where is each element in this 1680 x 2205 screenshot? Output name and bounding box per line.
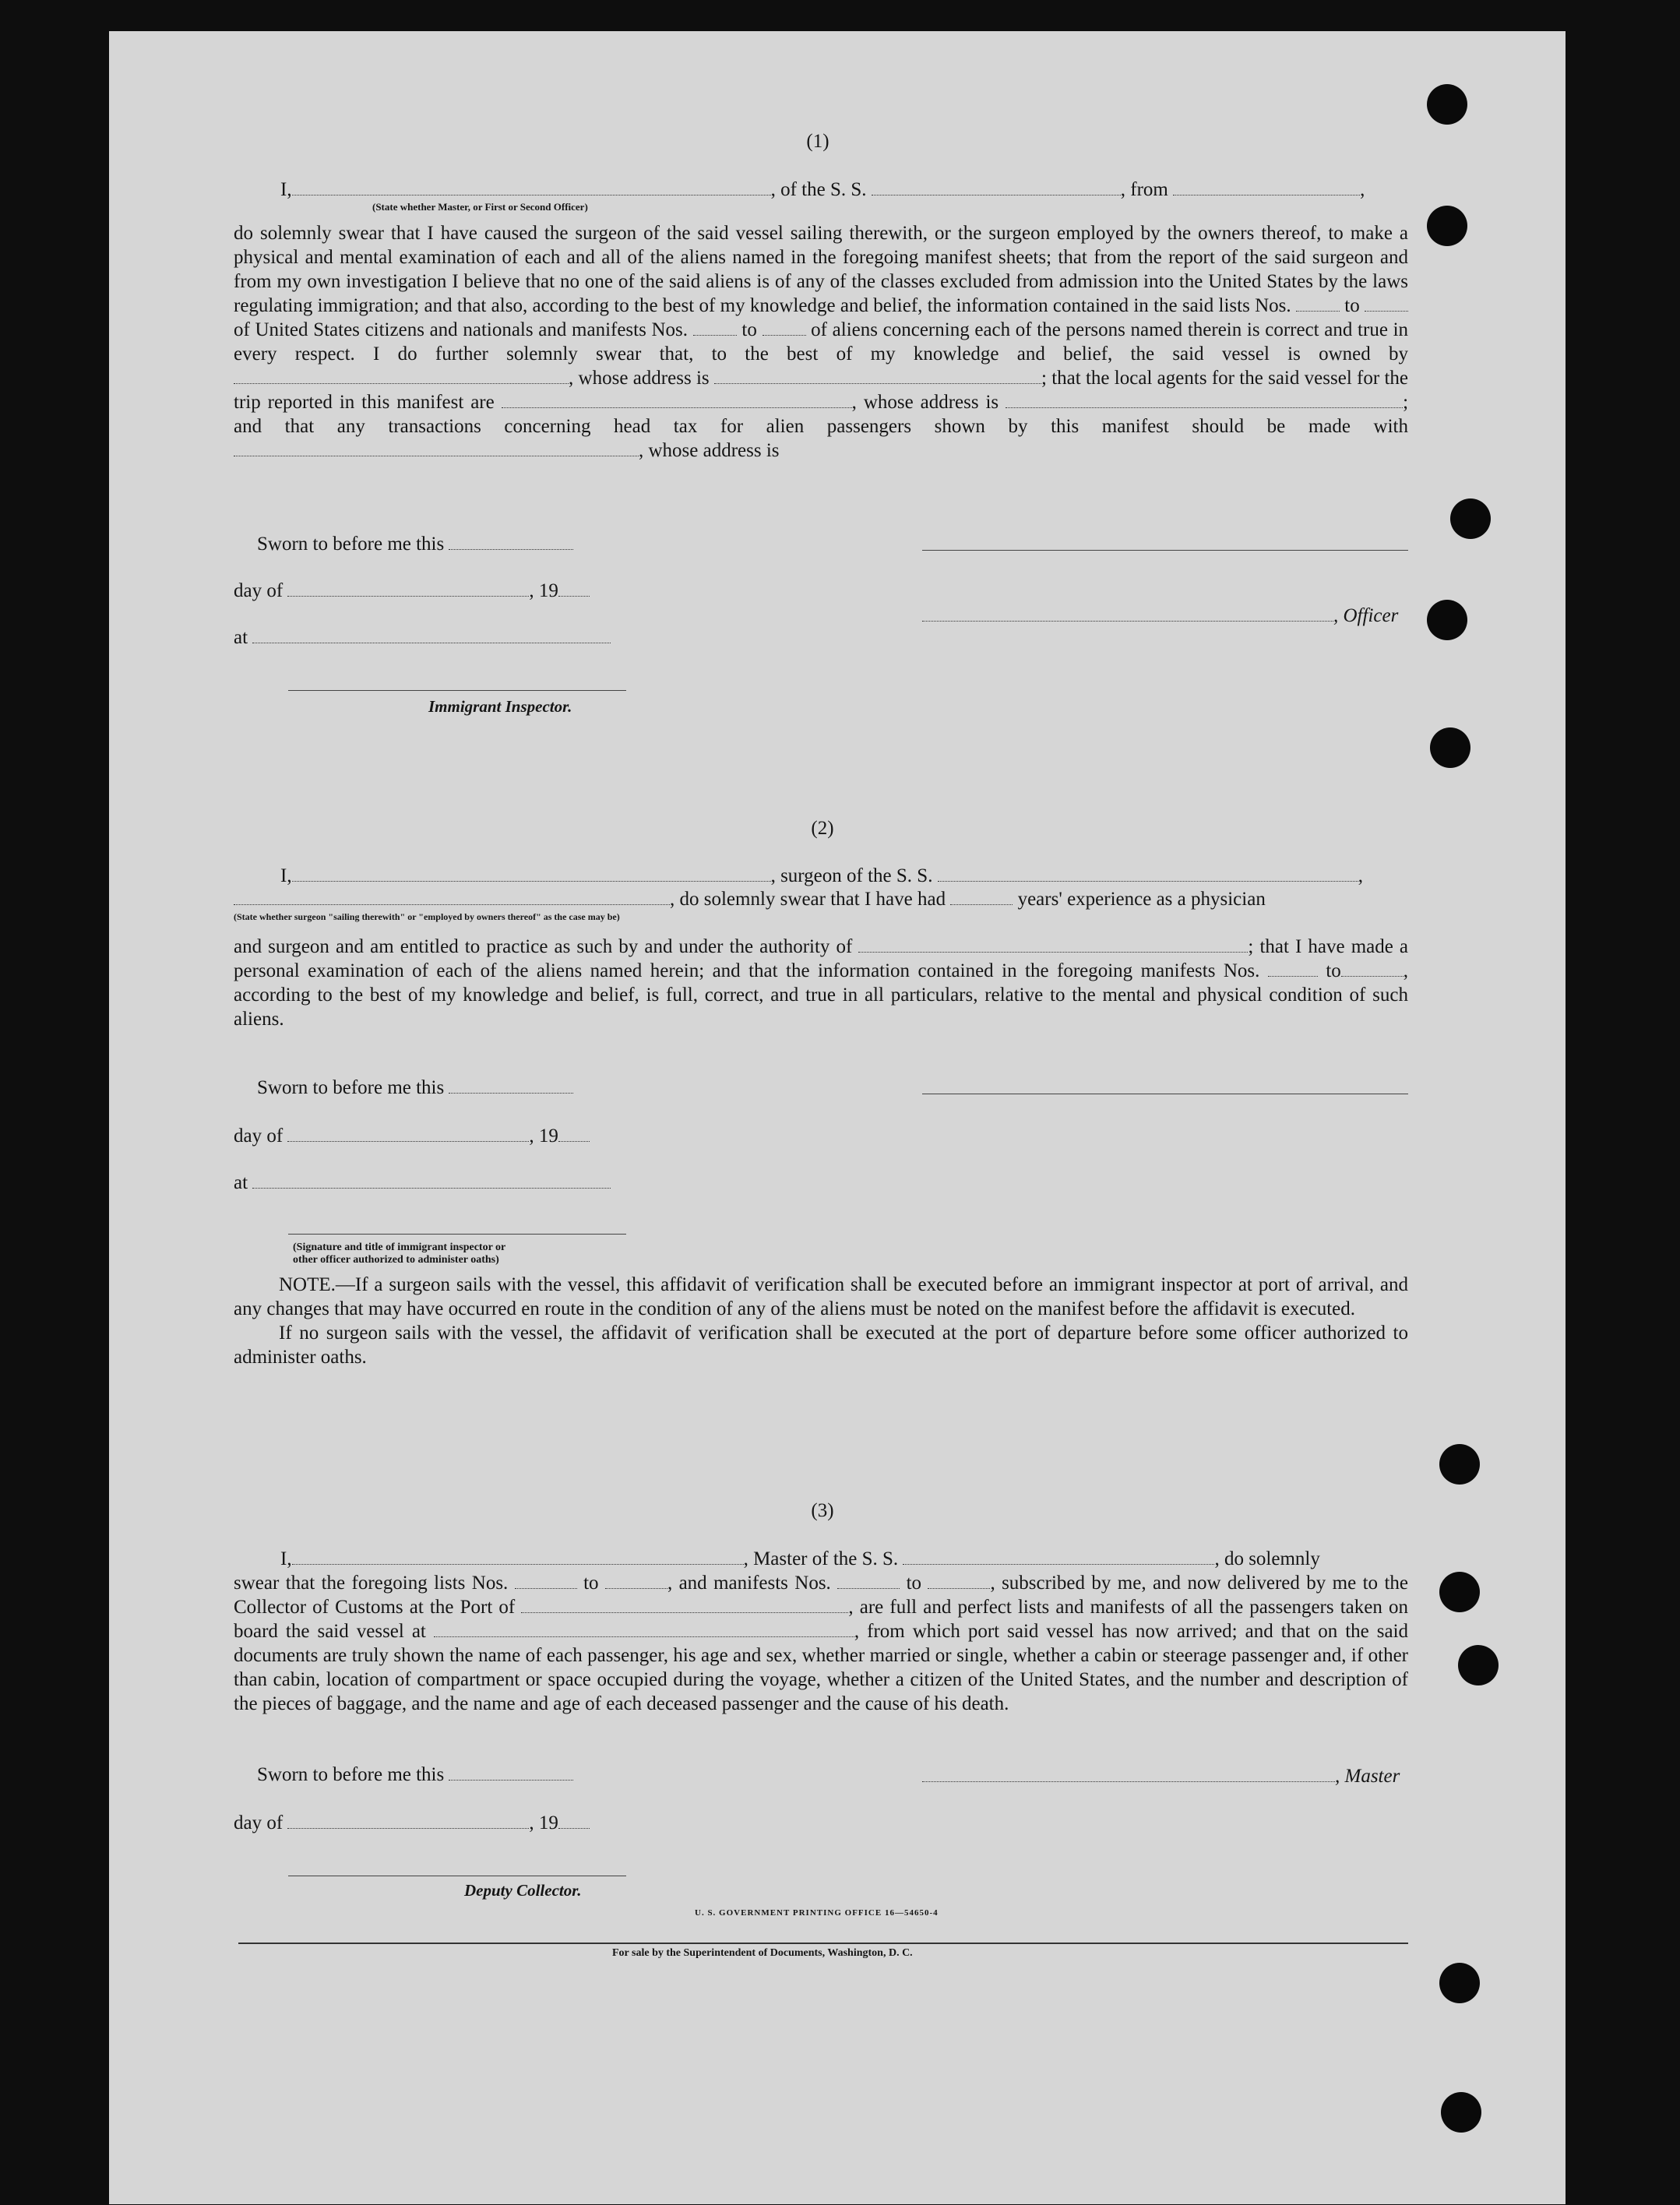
section-2-number: (2) <box>811 818 834 839</box>
section-2-notes <box>234 1273 1408 1369</box>
section-3-master: , Master <box>922 1765 1400 1788</box>
master-signature-field[interactable] <box>922 1767 1335 1782</box>
surgeon-manifests-from-field[interactable] <box>1268 962 1318 977</box>
at-field-1[interactable] <box>252 629 611 643</box>
note-surgeon-sails: NOTE.—If a surgeon sails with the vessel, this affidavit of verification shall be executed before an immigrant inspector at port of arrival, and any changes that may have occurred en route in the condition of any of the aliens must be noted on the manifest before the affidavit is executed. <box>234 1274 1408 1319</box>
manifests-to-field[interactable] <box>763 321 806 336</box>
section-1-sworn: Sworn to before me this <box>257 533 573 556</box>
binder-hole <box>1427 600 1467 640</box>
collector-label: Deputy Collector. <box>464 1881 582 1900</box>
years-experience-field[interactable] <box>950 890 1013 905</box>
manifests-from-field[interactable] <box>693 321 737 336</box>
surgeon-status-note: (State whether surgeon "sailing therewith" or "employed by owners thereof" as the case may be) <box>234 911 620 922</box>
surgeon-name-field[interactable] <box>292 867 771 882</box>
section-3-oath-line: I, , Master of the S. S. , do solemnly <box>280 1548 1320 1569</box>
officer-title-field[interactable] <box>292 181 771 195</box>
master-manifests-to-field[interactable] <box>928 1574 990 1589</box>
master-manifests-from-field[interactable] <box>837 1574 900 1589</box>
section-2-day: day of , 19 <box>234 1125 590 1148</box>
surgeon-vessel-field[interactable] <box>938 867 1358 882</box>
section-2-sworn: Sworn to before me this <box>257 1076 573 1100</box>
binder-hole <box>1441 2092 1481 2133</box>
day-of-field-1[interactable] <box>287 582 529 597</box>
departure-port-field[interactable] <box>1173 181 1360 195</box>
binder-hole <box>1439 1444 1480 1485</box>
officer-title-note: (State whether Master, or First or Second Officer) <box>372 201 588 213</box>
surgeon-status-field[interactable] <box>234 890 670 905</box>
head-tax-contact-field[interactable] <box>234 442 639 456</box>
section-1-day: day of , 19 <box>234 579 590 603</box>
owner-field[interactable] <box>234 369 569 384</box>
master-lists-to-field[interactable] <box>605 1574 667 1589</box>
year-field-1[interactable] <box>558 582 590 597</box>
binder-hole <box>1427 206 1467 246</box>
binder-hole <box>1427 84 1467 125</box>
agents-address-field[interactable] <box>1006 393 1403 408</box>
sworn-date-field-2[interactable] <box>449 1079 573 1094</box>
sworn-date-field-1[interactable] <box>449 535 573 550</box>
section-1-body: do solemnly swear that I have caused the surgeon of the said vessel sailing therewith, or the surgeon employed by the owners thereof, to make a physical and mental examination of each and all of the aliens named in the foregoing manifest sheets; that from the report of the said surgeon and from my own investigation I believe that no one of the said aliens is of any of the classes excluded from admission into the United States by the laws regulating immigration; and that also, according to the best of my knowledge and belief, the information contained in the said lists Nos. to of United States citizens and nationals and manifests Nos. to of aliens concerning each of the persons named therein is correct and true in every respect. I do further solemnly swear that, to the best of my knowledge and belief, the said vessel is owned by , whose address is ; that the local agents for the said vessel for the trip reported in this manifest are , whose address is ; and that any transactions concerning head tax for alien passengers shown by this manifest should be made with , whose address is <box>234 223 1409 461</box>
oath-officer-note-2: other officer authorized to administer oaths) <box>293 1254 499 1266</box>
section-1-oath-line: I, , of the S. S. , from , <box>280 179 1365 200</box>
officer-signature-line[interactable] <box>922 550 1408 551</box>
master-lists-from-field[interactable] <box>515 1574 577 1589</box>
master-name-field[interactable] <box>292 1550 744 1565</box>
lists-to-field[interactable] <box>1365 297 1408 312</box>
authority-field[interactable] <box>858 938 1248 953</box>
year-field-3[interactable] <box>558 1814 590 1829</box>
section-3-body: swear that the foregoing lists Nos. to , and manifests Nos. to , subscribed by me, and now delivered by me to the Collector of Customs at the Port of , are full and perfect lists and manifests of all the passengers taken on board the said vessel at , from which port said vessel has now arrived; and that on the said documents are truly shown the name of each passenger, his age and sex, whether married or single, whether a cabin or steerage passenger and, if other than cabin, location of compartment or space occupied during the voyage, whether a citizen of the United States, and the number and description of the pieces of baggage, and the name and age of each deceased passenger and the cause of his death. <box>234 1573 1409 1714</box>
section-2-at: at <box>234 1171 611 1195</box>
binder-hole <box>1439 1963 1480 2003</box>
printing-office-line: U. S. GOVERNMENT PRINTING OFFICE 16—54650-4 <box>695 1908 939 1918</box>
at-field-2[interactable] <box>252 1174 611 1189</box>
footer-rule <box>238 1943 1408 1944</box>
lists-from-field[interactable] <box>1296 297 1340 312</box>
year-field-2[interactable] <box>558 1127 590 1142</box>
section-3-sworn: Sworn to before me this <box>257 1763 573 1787</box>
oath-officer-signature-line[interactable] <box>288 1234 626 1235</box>
binder-hole <box>1430 727 1470 768</box>
day-of-field-2[interactable] <box>287 1127 529 1142</box>
oath-officer-note-1: (Signature and title of immigrant inspector or <box>293 1242 506 1253</box>
officer-name-field[interactable] <box>922 607 1333 622</box>
master-vessel-field[interactable] <box>903 1550 1214 1565</box>
section-1-officer: , Officer <box>922 604 1398 628</box>
section-2-line-2: , do solemnly swear that I have had years' experience as a physician <box>234 888 1266 911</box>
port-of-departure-field[interactable] <box>434 1622 854 1637</box>
section-2-oath-line: I, , surgeon of the S. S. , <box>280 865 1363 886</box>
section-3-day: day of , 19 <box>234 1812 590 1835</box>
binder-hole <box>1450 498 1491 539</box>
day-of-field-3[interactable] <box>287 1814 529 1829</box>
surgeon-manifests-to-field[interactable] <box>1341 962 1404 977</box>
sworn-date-field-3[interactable] <box>449 1766 573 1781</box>
inspector-label: Immigrant Inspector. <box>428 697 572 716</box>
owner-address-field[interactable] <box>714 369 1041 384</box>
binder-hole <box>1439 1572 1480 1612</box>
binder-hole <box>1458 1645 1499 1685</box>
section-3-number: (3) <box>811 1500 834 1521</box>
local-agents-field[interactable] <box>502 393 852 408</box>
note-no-surgeon: If no surgeon sails with the vessel, the affidavit of verification shall be executed at the port of departure before some officer authorized to administer oaths. <box>234 1323 1408 1368</box>
section-1-at: at <box>234 626 611 650</box>
vessel-name-field[interactable] <box>872 181 1121 195</box>
sale-notice: For sale by the Superintendent of Documents, Washington, D. C. <box>612 1947 913 1959</box>
section-1-number: (1) <box>806 131 829 152</box>
section-2-body: and surgeon and am entitled to practice as such by and under the authority of ; that I have made a personal examination of each of the aliens named herein; and that the information contained in the foregoing manifests Nos. to , according to the best of my knowledge and belief, is full, correct, and true in all particulars, relative to the mental and physical condition of such aliens. <box>234 936 1409 1030</box>
inspector-signature-line[interactable] <box>288 690 626 691</box>
port-of-arrival-field[interactable] <box>521 1598 848 1613</box>
